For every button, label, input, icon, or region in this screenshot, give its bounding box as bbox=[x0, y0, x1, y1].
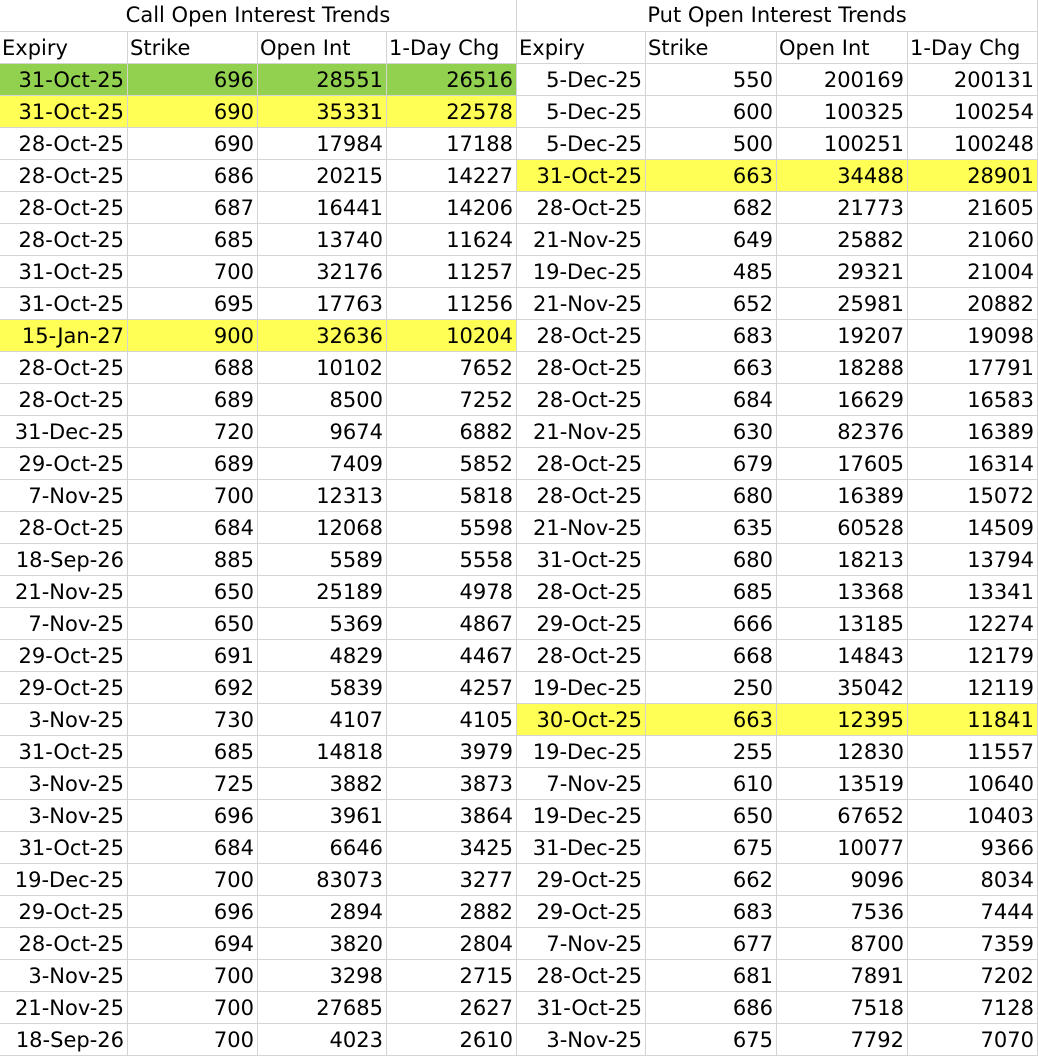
call-expiry-cell: 28-Oct-25 bbox=[0, 224, 128, 256]
call-header-expiry: Expiry bbox=[0, 32, 128, 64]
call-expiry-cell: 3-Nov-25 bbox=[0, 960, 128, 992]
call-expiry-cell: 3-Nov-25 bbox=[0, 800, 128, 832]
table-row bbox=[0, 832, 1038, 864]
put-strike-cell: 600 bbox=[646, 96, 777, 128]
table-row bbox=[0, 736, 1038, 768]
call-strike-cell: 730 bbox=[128, 704, 258, 736]
put-expiry-cell: 29-Oct-25 bbox=[517, 864, 646, 896]
call-expiry-cell: 29-Oct-25 bbox=[0, 448, 128, 480]
call-strike-cell: 720 bbox=[128, 416, 258, 448]
put-open-int-cell: 25981 bbox=[777, 288, 908, 320]
put-strike-cell: 649 bbox=[646, 224, 777, 256]
call-open-int-cell: 3298 bbox=[258, 960, 387, 992]
table-row bbox=[0, 896, 1038, 928]
call-1day-chg-cell: 2715 bbox=[387, 960, 517, 992]
put-strike-cell: 500 bbox=[646, 128, 777, 160]
table-row bbox=[0, 608, 1038, 640]
call-open-int-cell: 27685 bbox=[258, 992, 387, 1024]
put-1day-chg-cell: 10403 bbox=[908, 800, 1038, 832]
call-expiry-cell: 31-Oct-25 bbox=[0, 832, 128, 864]
put-strike-cell: 683 bbox=[646, 320, 777, 352]
call-1day-chg-cell: 5558 bbox=[387, 544, 517, 576]
call-strike-cell: 689 bbox=[128, 384, 258, 416]
call-strike-cell: 686 bbox=[128, 160, 258, 192]
put-1day-chg-cell: 16314 bbox=[908, 448, 1038, 480]
call-open-int-cell: 4829 bbox=[258, 640, 387, 672]
put-open-int-cell: 7536 bbox=[777, 896, 908, 928]
call-strike-cell: 696 bbox=[128, 64, 258, 96]
put-strike-cell: 668 bbox=[646, 640, 777, 672]
put-1day-chg-cell: 200131 bbox=[908, 64, 1038, 96]
put-expiry-cell: 28-Oct-25 bbox=[517, 384, 646, 416]
put-open-int-cell: 200169 bbox=[777, 64, 908, 96]
call-open-int-cell: 32636 bbox=[258, 320, 387, 352]
put-expiry-cell: 31-Oct-25 bbox=[517, 160, 646, 192]
put-expiry-cell: 28-Oct-25 bbox=[517, 480, 646, 512]
call-1day-chg-cell: 4867 bbox=[387, 608, 517, 640]
put-expiry-cell: 28-Oct-25 bbox=[517, 960, 646, 992]
call-1day-chg-cell: 2627 bbox=[387, 992, 517, 1024]
put-expiry-cell: 19-Dec-25 bbox=[517, 800, 646, 832]
call-expiry-cell: 31-Dec-25 bbox=[0, 416, 128, 448]
call-open-int-cell: 5839 bbox=[258, 672, 387, 704]
table-row bbox=[0, 160, 1038, 192]
put-1day-chg-cell: 15072 bbox=[908, 480, 1038, 512]
call-strike-cell: 700 bbox=[128, 864, 258, 896]
put-expiry-cell: 29-Oct-25 bbox=[517, 896, 646, 928]
put-open-int-cell: 16389 bbox=[777, 480, 908, 512]
put-expiry-cell: 28-Oct-25 bbox=[517, 320, 646, 352]
call-strike-cell: 684 bbox=[128, 832, 258, 864]
call-expiry-cell: 28-Oct-25 bbox=[0, 352, 128, 384]
put-open-int-cell: 19207 bbox=[777, 320, 908, 352]
table-row bbox=[0, 544, 1038, 576]
put-open-int-cell: 21773 bbox=[777, 192, 908, 224]
put-strike-cell: 662 bbox=[646, 864, 777, 896]
put-strike-cell: 675 bbox=[646, 832, 777, 864]
put-expiry-cell: 7-Nov-25 bbox=[517, 928, 646, 960]
put-expiry-cell: 19-Dec-25 bbox=[517, 256, 646, 288]
put-1day-chg-cell: 21060 bbox=[908, 224, 1038, 256]
put-1day-chg-cell: 11841 bbox=[908, 704, 1038, 736]
call-expiry-cell: 28-Oct-25 bbox=[0, 928, 128, 960]
call-1day-chg-cell: 5818 bbox=[387, 480, 517, 512]
table-row bbox=[0, 416, 1038, 448]
put-header-open-int: Open Int bbox=[777, 32, 908, 64]
table-row bbox=[0, 864, 1038, 896]
put-open-int-cell: 9096 bbox=[777, 864, 908, 896]
call-1day-chg-cell: 26516 bbox=[387, 64, 517, 96]
table-row bbox=[0, 960, 1038, 992]
call-1day-chg-cell: 17188 bbox=[387, 128, 517, 160]
table-row bbox=[0, 576, 1038, 608]
table-row bbox=[0, 480, 1038, 512]
put-strike-cell: 250 bbox=[646, 672, 777, 704]
put-open-int-cell: 18213 bbox=[777, 544, 908, 576]
put-header-strike: Strike bbox=[646, 32, 777, 64]
put-1day-chg-cell: 8034 bbox=[908, 864, 1038, 896]
call-1day-chg-cell: 4978 bbox=[387, 576, 517, 608]
put-expiry-cell: 21-Nov-25 bbox=[517, 416, 646, 448]
call-strike-cell: 900 bbox=[128, 320, 258, 352]
call-expiry-cell: 31-Oct-25 bbox=[0, 64, 128, 96]
put-open-int-cell: 12830 bbox=[777, 736, 908, 768]
table-row bbox=[0, 384, 1038, 416]
put-expiry-cell: 28-Oct-25 bbox=[517, 448, 646, 480]
put-open-int-cell: 34488 bbox=[777, 160, 908, 192]
put-open-int-cell: 60528 bbox=[777, 512, 908, 544]
call-header-1day-chg: 1-Day Chg bbox=[387, 32, 517, 64]
put-strike-cell: 675 bbox=[646, 1024, 777, 1056]
put-expiry-cell: 21-Nov-25 bbox=[517, 512, 646, 544]
call-1day-chg-cell: 3277 bbox=[387, 864, 517, 896]
table-row bbox=[0, 800, 1038, 832]
put-open-int-cell: 14843 bbox=[777, 640, 908, 672]
put-1day-chg-cell: 20882 bbox=[908, 288, 1038, 320]
put-strike-cell: 650 bbox=[646, 800, 777, 832]
put-open-int-cell: 35042 bbox=[777, 672, 908, 704]
call-expiry-cell: 28-Oct-25 bbox=[0, 384, 128, 416]
put-open-int-cell: 13185 bbox=[777, 608, 908, 640]
table-row bbox=[0, 992, 1038, 1024]
put-1day-chg-cell: 17791 bbox=[908, 352, 1038, 384]
call-open-int-cell: 14818 bbox=[258, 736, 387, 768]
call-expiry-cell: 31-Oct-25 bbox=[0, 736, 128, 768]
put-1day-chg-cell: 10640 bbox=[908, 768, 1038, 800]
put-1day-chg-cell: 21605 bbox=[908, 192, 1038, 224]
put-1day-chg-cell: 9366 bbox=[908, 832, 1038, 864]
table-row bbox=[0, 320, 1038, 352]
call-open-int-cell: 20215 bbox=[258, 160, 387, 192]
call-header-open-int: Open Int bbox=[258, 32, 387, 64]
call-open-int-cell: 17984 bbox=[258, 128, 387, 160]
call-open-int-cell: 3820 bbox=[258, 928, 387, 960]
call-1day-chg-cell: 14227 bbox=[387, 160, 517, 192]
put-1day-chg-cell: 7444 bbox=[908, 896, 1038, 928]
call-expiry-cell: 7-Nov-25 bbox=[0, 608, 128, 640]
put-expiry-cell: 5-Dec-25 bbox=[517, 96, 646, 128]
put-table-title: Put Open Interest Trends bbox=[517, 0, 1038, 32]
put-open-int-cell: 16629 bbox=[777, 384, 908, 416]
call-open-int-cell: 32176 bbox=[258, 256, 387, 288]
call-strike-cell: 885 bbox=[128, 544, 258, 576]
put-open-int-cell: 7792 bbox=[777, 1024, 908, 1056]
put-strike-cell: 663 bbox=[646, 160, 777, 192]
header-row bbox=[0, 32, 1038, 64]
call-1day-chg-cell: 3873 bbox=[387, 768, 517, 800]
call-1day-chg-cell: 11257 bbox=[387, 256, 517, 288]
call-open-int-cell: 3961 bbox=[258, 800, 387, 832]
call-expiry-cell: 7-Nov-25 bbox=[0, 480, 128, 512]
put-expiry-cell: 31-Oct-25 bbox=[517, 544, 646, 576]
put-1day-chg-cell: 13341 bbox=[908, 576, 1038, 608]
table-row bbox=[0, 768, 1038, 800]
put-1day-chg-cell: 16583 bbox=[908, 384, 1038, 416]
call-expiry-cell: 28-Oct-25 bbox=[0, 128, 128, 160]
call-open-int-cell: 28551 bbox=[258, 64, 387, 96]
call-open-int-cell: 12068 bbox=[258, 512, 387, 544]
put-strike-cell: 686 bbox=[646, 992, 777, 1024]
call-open-int-cell: 7409 bbox=[258, 448, 387, 480]
put-strike-cell: 682 bbox=[646, 192, 777, 224]
put-open-int-cell: 13519 bbox=[777, 768, 908, 800]
call-strike-cell: 691 bbox=[128, 640, 258, 672]
call-1day-chg-cell: 3979 bbox=[387, 736, 517, 768]
put-strike-cell: 630 bbox=[646, 416, 777, 448]
put-strike-cell: 683 bbox=[646, 896, 777, 928]
call-1day-chg-cell: 14206 bbox=[387, 192, 517, 224]
call-open-int-cell: 2894 bbox=[258, 896, 387, 928]
put-1day-chg-cell: 19098 bbox=[908, 320, 1038, 352]
call-strike-cell: 685 bbox=[128, 224, 258, 256]
call-open-int-cell: 5589 bbox=[258, 544, 387, 576]
call-1day-chg-cell: 5852 bbox=[387, 448, 517, 480]
call-header-strike: Strike bbox=[128, 32, 258, 64]
table-row bbox=[0, 1024, 1038, 1056]
put-strike-cell: 684 bbox=[646, 384, 777, 416]
call-strike-cell: 684 bbox=[128, 512, 258, 544]
put-strike-cell: 663 bbox=[646, 704, 777, 736]
put-strike-cell: 677 bbox=[646, 928, 777, 960]
call-expiry-cell: 28-Oct-25 bbox=[0, 512, 128, 544]
table-row bbox=[0, 96, 1038, 128]
call-expiry-cell: 15-Jan-27 bbox=[0, 320, 128, 352]
call-open-int-cell: 16441 bbox=[258, 192, 387, 224]
put-1day-chg-cell: 7202 bbox=[908, 960, 1038, 992]
call-strike-cell: 725 bbox=[128, 768, 258, 800]
put-1day-chg-cell: 28901 bbox=[908, 160, 1038, 192]
table-row bbox=[0, 224, 1038, 256]
table-row bbox=[0, 704, 1038, 736]
put-header-1day-chg: 1-Day Chg bbox=[908, 32, 1038, 64]
call-1day-chg-cell: 2804 bbox=[387, 928, 517, 960]
call-1day-chg-cell: 5598 bbox=[387, 512, 517, 544]
call-open-int-cell: 3882 bbox=[258, 768, 387, 800]
put-open-int-cell: 100325 bbox=[777, 96, 908, 128]
table-row bbox=[0, 288, 1038, 320]
call-open-int-cell: 17763 bbox=[258, 288, 387, 320]
put-1day-chg-cell: 100248 bbox=[908, 128, 1038, 160]
table-row bbox=[0, 352, 1038, 384]
put-expiry-cell: 28-Oct-25 bbox=[517, 640, 646, 672]
call-open-int-cell: 8500 bbox=[258, 384, 387, 416]
call-strike-cell: 690 bbox=[128, 96, 258, 128]
put-strike-cell: 255 bbox=[646, 736, 777, 768]
call-1day-chg-cell: 2882 bbox=[387, 896, 517, 928]
put-strike-cell: 681 bbox=[646, 960, 777, 992]
call-expiry-cell: 21-Nov-25 bbox=[0, 992, 128, 1024]
call-strike-cell: 690 bbox=[128, 128, 258, 160]
table-row bbox=[0, 128, 1038, 160]
put-1day-chg-cell: 13794 bbox=[908, 544, 1038, 576]
call-expiry-cell: 18-Sep-26 bbox=[0, 544, 128, 576]
put-expiry-cell: 5-Dec-25 bbox=[517, 128, 646, 160]
call-table-title: Call Open Interest Trends bbox=[0, 0, 517, 32]
call-strike-cell: 700 bbox=[128, 480, 258, 512]
put-expiry-cell: 19-Dec-25 bbox=[517, 736, 646, 768]
put-open-int-cell: 12395 bbox=[777, 704, 908, 736]
put-1day-chg-cell: 7128 bbox=[908, 992, 1038, 1024]
put-expiry-cell: 29-Oct-25 bbox=[517, 608, 646, 640]
call-open-int-cell: 9674 bbox=[258, 416, 387, 448]
call-strike-cell: 650 bbox=[128, 608, 258, 640]
put-open-int-cell: 29321 bbox=[777, 256, 908, 288]
put-expiry-cell: 21-Nov-25 bbox=[517, 224, 646, 256]
put-open-int-cell: 100251 bbox=[777, 128, 908, 160]
put-strike-cell: 680 bbox=[646, 544, 777, 576]
call-expiry-cell: 21-Nov-25 bbox=[0, 576, 128, 608]
call-open-int-cell: 4107 bbox=[258, 704, 387, 736]
call-1day-chg-cell: 2610 bbox=[387, 1024, 517, 1056]
call-1day-chg-cell: 4105 bbox=[387, 704, 517, 736]
put-open-int-cell: 10077 bbox=[777, 832, 908, 864]
call-1day-chg-cell: 3425 bbox=[387, 832, 517, 864]
put-expiry-cell: 3-Nov-25 bbox=[517, 1024, 646, 1056]
put-open-int-cell: 18288 bbox=[777, 352, 908, 384]
put-expiry-cell: 21-Nov-25 bbox=[517, 288, 646, 320]
put-open-int-cell: 8700 bbox=[777, 928, 908, 960]
call-expiry-cell: 28-Oct-25 bbox=[0, 192, 128, 224]
put-strike-cell: 485 bbox=[646, 256, 777, 288]
call-1day-chg-cell: 3864 bbox=[387, 800, 517, 832]
call-open-int-cell: 13740 bbox=[258, 224, 387, 256]
call-expiry-cell: 19-Dec-25 bbox=[0, 864, 128, 896]
call-1day-chg-cell: 11256 bbox=[387, 288, 517, 320]
call-expiry-cell: 29-Oct-25 bbox=[0, 896, 128, 928]
call-1day-chg-cell: 10204 bbox=[387, 320, 517, 352]
call-1day-chg-cell: 11624 bbox=[387, 224, 517, 256]
put-open-int-cell: 7891 bbox=[777, 960, 908, 992]
put-strike-cell: 610 bbox=[646, 768, 777, 800]
call-expiry-cell: 29-Oct-25 bbox=[0, 640, 128, 672]
call-expiry-cell: 29-Oct-25 bbox=[0, 672, 128, 704]
call-1day-chg-cell: 7252 bbox=[387, 384, 517, 416]
call-1day-chg-cell: 7652 bbox=[387, 352, 517, 384]
call-expiry-cell: 31-Oct-25 bbox=[0, 96, 128, 128]
put-strike-cell: 679 bbox=[646, 448, 777, 480]
table-row bbox=[0, 640, 1038, 672]
call-strike-cell: 694 bbox=[128, 928, 258, 960]
table-row bbox=[0, 192, 1038, 224]
table-row bbox=[0, 64, 1038, 96]
put-open-int-cell: 7518 bbox=[777, 992, 908, 1024]
put-expiry-cell: 19-Dec-25 bbox=[517, 672, 646, 704]
put-strike-cell: 550 bbox=[646, 64, 777, 96]
call-strike-cell: 700 bbox=[128, 992, 258, 1024]
call-open-int-cell: 12313 bbox=[258, 480, 387, 512]
call-expiry-cell: 31-Oct-25 bbox=[0, 288, 128, 320]
put-header-expiry: Expiry bbox=[517, 32, 646, 64]
call-open-int-cell: 25189 bbox=[258, 576, 387, 608]
call-expiry-cell: 31-Oct-25 bbox=[0, 256, 128, 288]
put-1day-chg-cell: 12274 bbox=[908, 608, 1038, 640]
put-open-int-cell: 67652 bbox=[777, 800, 908, 832]
call-strike-cell: 695 bbox=[128, 288, 258, 320]
call-open-int-cell: 10102 bbox=[258, 352, 387, 384]
put-strike-cell: 652 bbox=[646, 288, 777, 320]
put-expiry-cell: 31-Oct-25 bbox=[517, 992, 646, 1024]
put-1day-chg-cell: 7070 bbox=[908, 1024, 1038, 1056]
put-strike-cell: 680 bbox=[646, 480, 777, 512]
table-row bbox=[0, 256, 1038, 288]
call-strike-cell: 685 bbox=[128, 736, 258, 768]
call-open-int-cell: 5369 bbox=[258, 608, 387, 640]
put-open-int-cell: 17605 bbox=[777, 448, 908, 480]
table-row bbox=[0, 448, 1038, 480]
call-1day-chg-cell: 6882 bbox=[387, 416, 517, 448]
put-1day-chg-cell: 11557 bbox=[908, 736, 1038, 768]
call-strike-cell: 688 bbox=[128, 352, 258, 384]
call-expiry-cell: 3-Nov-25 bbox=[0, 704, 128, 736]
put-strike-cell: 685 bbox=[646, 576, 777, 608]
call-strike-cell: 700 bbox=[128, 960, 258, 992]
call-expiry-cell: 18-Sep-26 bbox=[0, 1024, 128, 1056]
call-expiry-cell: 28-Oct-25 bbox=[0, 160, 128, 192]
call-strike-cell: 696 bbox=[128, 800, 258, 832]
call-expiry-cell: 3-Nov-25 bbox=[0, 768, 128, 800]
call-strike-cell: 689 bbox=[128, 448, 258, 480]
table-row bbox=[0, 512, 1038, 544]
put-1day-chg-cell: 16389 bbox=[908, 416, 1038, 448]
call-1day-chg-cell: 4467 bbox=[387, 640, 517, 672]
put-open-int-cell: 82376 bbox=[777, 416, 908, 448]
put-1day-chg-cell: 12119 bbox=[908, 672, 1038, 704]
call-strike-cell: 687 bbox=[128, 192, 258, 224]
call-open-int-cell: 83073 bbox=[258, 864, 387, 896]
call-open-int-cell: 4023 bbox=[258, 1024, 387, 1056]
put-strike-cell: 635 bbox=[646, 512, 777, 544]
put-1day-chg-cell: 14509 bbox=[908, 512, 1038, 544]
put-expiry-cell: 30-Oct-25 bbox=[517, 704, 646, 736]
put-open-int-cell: 13368 bbox=[777, 576, 908, 608]
call-strike-cell: 692 bbox=[128, 672, 258, 704]
put-expiry-cell: 28-Oct-25 bbox=[517, 352, 646, 384]
call-1day-chg-cell: 22578 bbox=[387, 96, 517, 128]
call-strike-cell: 650 bbox=[128, 576, 258, 608]
call-strike-cell: 696 bbox=[128, 896, 258, 928]
put-1day-chg-cell: 12179 bbox=[908, 640, 1038, 672]
put-strike-cell: 666 bbox=[646, 608, 777, 640]
call-1day-chg-cell: 4257 bbox=[387, 672, 517, 704]
table-row bbox=[0, 928, 1038, 960]
call-strike-cell: 700 bbox=[128, 1024, 258, 1056]
call-open-int-cell: 6646 bbox=[258, 832, 387, 864]
table-row bbox=[0, 672, 1038, 704]
put-strike-cell: 663 bbox=[646, 352, 777, 384]
put-expiry-cell: 28-Oct-25 bbox=[517, 576, 646, 608]
put-1day-chg-cell: 21004 bbox=[908, 256, 1038, 288]
put-expiry-cell: 5-Dec-25 bbox=[517, 64, 646, 96]
call-strike-cell: 700 bbox=[128, 256, 258, 288]
put-expiry-cell: 28-Oct-25 bbox=[517, 192, 646, 224]
put-1day-chg-cell: 100254 bbox=[908, 96, 1038, 128]
put-1day-chg-cell: 7359 bbox=[908, 928, 1038, 960]
put-open-int-cell: 25882 bbox=[777, 224, 908, 256]
call-open-int-cell: 35331 bbox=[258, 96, 387, 128]
put-expiry-cell: 31-Dec-25 bbox=[517, 832, 646, 864]
put-expiry-cell: 7-Nov-25 bbox=[517, 768, 646, 800]
